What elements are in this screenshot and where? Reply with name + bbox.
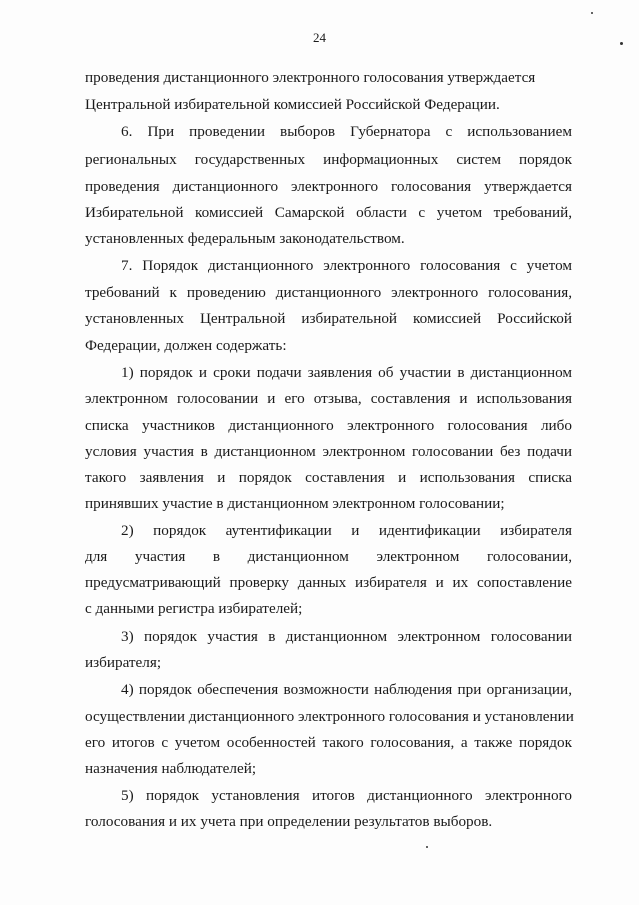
- page-number: 24: [313, 30, 326, 45]
- text-line: избирателя;: [85, 654, 162, 671]
- text-line: 5) порядок установления итогов дистанционного электронного: [121, 787, 572, 804]
- scan-speck: [591, 12, 593, 14]
- text-line: Избирательной комиссией Самарской области с учетом требований,: [85, 204, 572, 221]
- text-line: такого заявления и порядок составления и использования списка: [85, 469, 572, 486]
- scan-speck: [620, 42, 623, 45]
- text-line: голосования и их учета при определении результатов выборов.: [85, 813, 493, 830]
- text-line: для участия в дистанционном электронном голосовании,: [85, 548, 572, 565]
- text-line: с данными регистра избирателей;: [85, 600, 303, 617]
- text-line: проведения дистанционного электронного голосования утверждается: [85, 178, 572, 195]
- text-line: требований к проведению дистанционного электронного голосования,: [85, 284, 572, 301]
- text-line: назначения наблюдателей;: [85, 760, 257, 777]
- text-line: Центральной избирательной комиссией Российской Федерации.: [85, 96, 500, 113]
- text-line: 2) порядок аутентификации и идентификации избирателя: [121, 522, 572, 539]
- text-line: установленных федеральным законодательством.: [85, 230, 405, 247]
- text-line: 7. Порядок дистанционного электронного голосования с учетом: [121, 257, 572, 274]
- text-line: региональных государственных информационных систем порядок: [85, 151, 572, 168]
- text-line: предусматривающий проверку данных избирателя и их сопоставление: [85, 574, 572, 591]
- text-line: списка участников дистанционного электронного голосования либо: [85, 417, 572, 434]
- text-line: электронном голосовании и его отзыва, составления и использования: [85, 390, 572, 407]
- text-line: 6. При проведении выборов Губернатора с использованием: [121, 123, 572, 140]
- text-line: 4) порядок обеспечения возможности наблюдения при организации,: [121, 681, 572, 698]
- text-line: проведения дистанционного электронного голосования утверждается: [85, 69, 536, 86]
- text-line: 3) порядок участия в дистанционном электронном голосовании: [121, 628, 572, 645]
- text-line: Федерации, должен содержать:: [85, 337, 287, 354]
- text-line: его итогов с учетом особенностей такого голосования, а также порядок: [85, 734, 572, 751]
- text-line: 1) порядок и сроки подачи заявления об участии в дистанционном: [121, 364, 572, 381]
- text-line: принявших участие в дистанционном электронном голосовании;: [85, 495, 505, 512]
- text-line: установленных Центральной избирательной комиссией Российской: [85, 310, 572, 327]
- scan-speck: [426, 846, 428, 848]
- text-line: осуществлении дистанционного электронного голосования и установлении: [85, 708, 574, 725]
- text-line: условия участия в дистанционном электронном голосовании без подачи: [85, 443, 572, 460]
